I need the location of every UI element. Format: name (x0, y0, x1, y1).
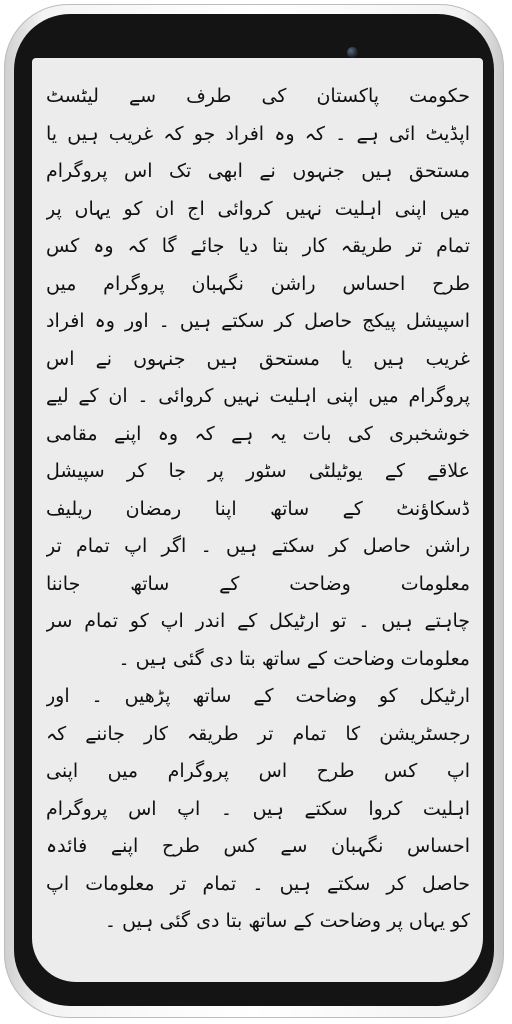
article-line: رجسٹریشن کا تمام تر طریقہ کار جاننے کہ (46, 722, 470, 745)
article-line: ڈسکاؤنٹ کے ساتھ اپنا رمضان ریلیف (46, 497, 470, 520)
article-body (46, 78, 470, 941)
article-line: غریب ہیں یا مستحق ہیں جنہوں نے اس (46, 347, 470, 370)
article-line: خوشخبری کی بات یہ ہے کہ وہ اپنے مقامی (46, 422, 470, 445)
article-line: پروگرام میں اپنی اہلیت نہیں کروائی ۔ ان کے لیے (46, 385, 470, 407)
article-line: ارٹیکل کو وضاحت کے ساتھ پڑھیں ۔ اور (46, 685, 470, 707)
article-line: میں اپنی اہلیت نہیں کروائی اج ان کو یہاں پر (46, 197, 470, 220)
article-line: علاقے کے یوٹیلٹی سٹور پر جا کر سپیشل (46, 460, 470, 482)
phone-frame (4, 4, 504, 1018)
article-line: حکومت پاکستان کی طرف سے لیٹسٹ (46, 85, 470, 107)
article-line: اپ کس طرح اس پروگرام میں اپنی (46, 760, 470, 782)
article-line: معلومات وضاحت کے ساتھ بتا دی گئی ہیں ۔ (118, 647, 470, 670)
article-line: چاہتے ہیں ۔ تو ارٹیکل کے اندر اپ کو تمام سر (46, 610, 470, 632)
article-line: کو یہاں پر وضاحت کے ساتھ بتا دی گئی ہیں ۔ (104, 910, 470, 932)
article-line: راشن حاصل کر سکتے ہیں ۔ اگر اپ تمام تر (46, 535, 470, 557)
article-line: تمام تر طریقہ کار بتا دیا جائے گا کہ وہ کس (46, 235, 470, 257)
article-line: اسپیشل پیکج حاصل کر سکتے ہیں ۔ اور وہ افراد (46, 310, 470, 332)
article-line: اپڈیٹ ائی ہے ۔ کہ وہ افراد جو کہ غریب ہیں یا (46, 122, 470, 145)
camera-icon (347, 47, 358, 58)
article-line: معلومات وضاحت کے ساتھ جاننا (46, 572, 470, 595)
article-line: مستحق ہیں جنہوں نے ابھی تک اس پروگرام (46, 160, 470, 182)
article-line: احساس نگہبان سے کس طرح اپنے فائدہ (46, 835, 470, 857)
article-line: حاصل کر سکتے ہیں ۔ تمام تر معلومات اپ (46, 872, 470, 895)
article-line: اہلیت کروا سکتے ہیں ۔ اپ اس پروگرام (46, 797, 470, 820)
article-line: طرح احساس راشن نگہبان پروگرام میں (46, 272, 470, 295)
phone-screen[interactable] (32, 58, 483, 982)
